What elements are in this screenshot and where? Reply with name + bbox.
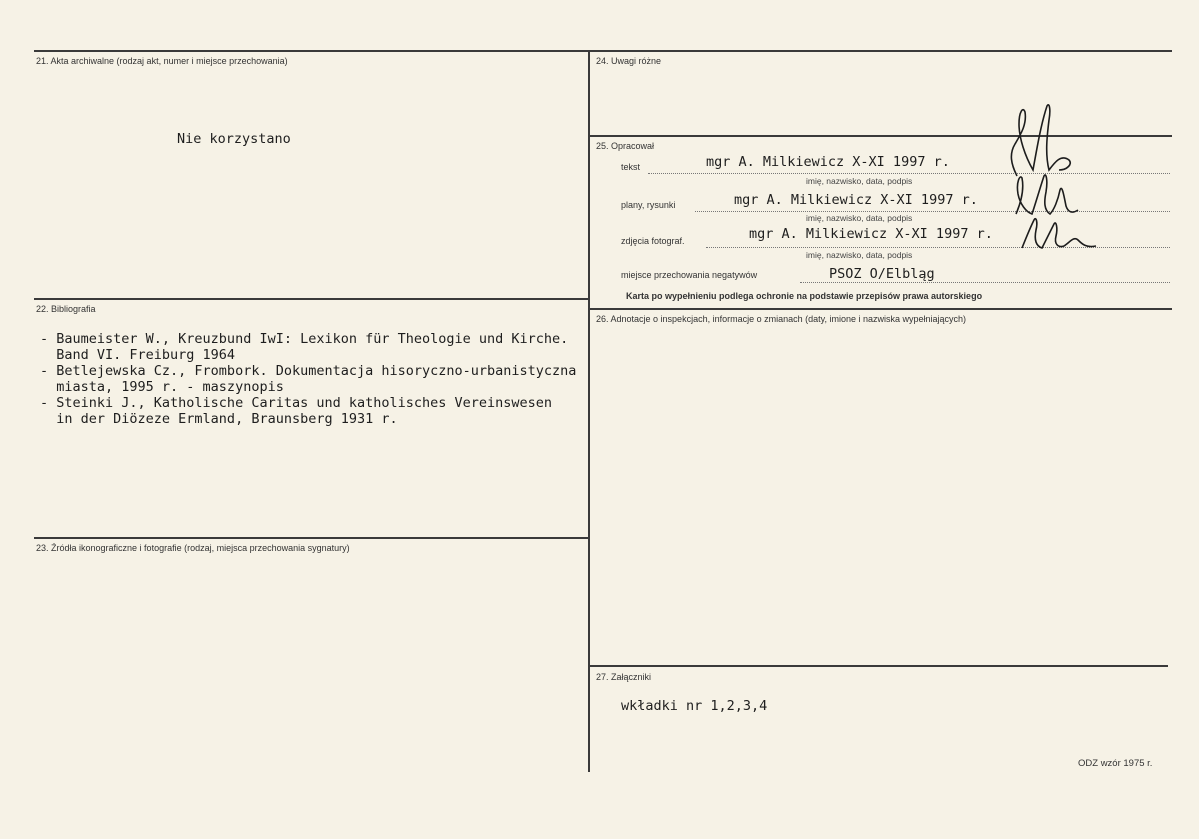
negatives-label: miejsce przechowania negatywów	[621, 270, 758, 280]
field-plany-label: plany, rysunki	[621, 200, 676, 210]
rule-22-23	[34, 537, 588, 539]
field-tekst-label: tekst	[621, 162, 641, 172]
section-25-label: 25. Opracował	[596, 141, 655, 151]
section-23-label: 23. Źródła ikonograficzne i fotografie (rodzaj, miejsca przechowania sygnatury)	[36, 543, 350, 553]
section-21-content: Nie korzystano	[177, 131, 291, 147]
field-zdjecia-label: zdjęcia fotograf.	[621, 236, 685, 246]
section-22-label: 22. Bibliografia	[36, 304, 96, 314]
field-plany-line	[695, 211, 1170, 212]
section-27-label: 27. Załączniki	[596, 672, 652, 682]
field-zdjecia-value: mgr A. Milkiewicz X-XI 1997 r.	[749, 226, 993, 242]
bibliography-line: Band VI. Freiburg 1964	[40, 347, 236, 363]
field-plany-hint: imię, nazwisko, data, podpis	[806, 213, 913, 223]
field-zdjecia-hint: imię, nazwisko, data, podpis	[806, 250, 913, 260]
bibliography-list	[40, 331, 576, 427]
bibliography-line: - Steinki J., Katholische Caritas und katholisches Vereinswesen	[40, 395, 553, 411]
copyright-note: Karta po wypełnieniu podlega ochronie na podstawie przepisów prawa autorskiego	[626, 291, 983, 301]
section-26-label: 26. Adnotacje o inspekcjach, informacje o zmianach (daty, imione i nazwiska wypełniających)	[596, 314, 967, 324]
bibliography-line: miasta, 1995 r. - maszynopis	[40, 379, 284, 395]
top-rule	[34, 50, 1172, 52]
section-24-label: 24. Uwagi różne	[596, 56, 662, 66]
bibliography-line: - Betlejewska Cz., Frombork. Dokumentacja hisoryczno-urbanistyczna	[40, 363, 577, 379]
section-27-content: wkładki nr 1,2,3,4	[621, 698, 768, 714]
signature-2	[1010, 170, 1085, 220]
form-id: ODZ wzór 1975 r.	[1078, 758, 1153, 769]
rule-26-27	[590, 665, 1168, 667]
field-tekst-line	[648, 173, 1170, 174]
negatives-value: PSOZ O/Elbląg	[829, 266, 935, 282]
rule-21-22	[34, 298, 588, 300]
negatives-line	[800, 282, 1170, 283]
rule-25-26	[590, 308, 1172, 310]
section-21-label: 21. Akta archiwalne (rodzaj akt, numer i miejsce przechowania)	[36, 56, 288, 66]
signature-3	[1016, 214, 1101, 254]
field-plany-value: mgr A. Milkiewicz X-XI 1997 r.	[734, 192, 978, 208]
bibliography-line: - Baumeister W., Kreuzbund IwI: Lexikon für Theologie und Kirche.	[40, 331, 569, 347]
bibliography-line: in der Diözeze Ermland, Braunsberg 1931 r.	[40, 411, 398, 427]
field-tekst-value: mgr A. Milkiewicz X-XI 1997 r.	[706, 154, 950, 170]
field-tekst-hint: imię, nazwisko, data, podpis	[806, 176, 913, 186]
center-divider	[588, 50, 590, 772]
